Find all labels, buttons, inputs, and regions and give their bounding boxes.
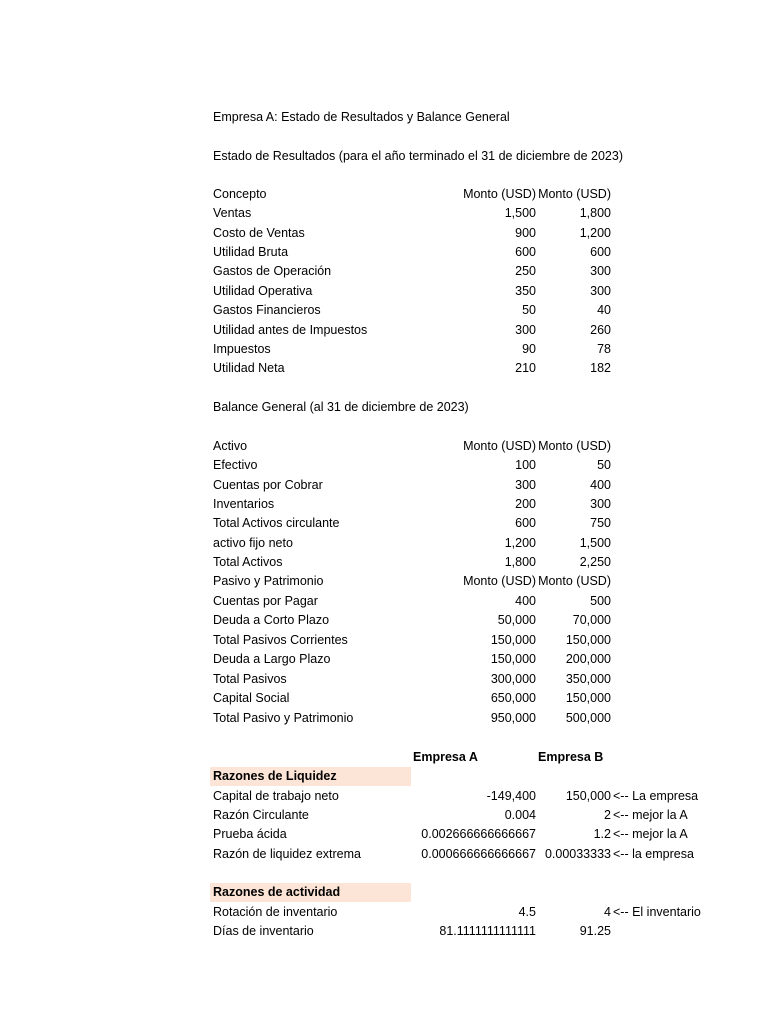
table-row xyxy=(0,534,768,553)
row-value-a: 600 xyxy=(515,245,536,259)
row-label: Utilidad antes de Impuestos xyxy=(213,323,368,337)
row-label: Gastos de Operación xyxy=(213,264,332,278)
row-value-a: 50 xyxy=(522,303,536,317)
income-header-concept: Concepto xyxy=(213,187,267,201)
row-note: <-- mejor la A xyxy=(613,827,688,841)
row-value-b: 78 xyxy=(597,342,611,356)
liabilities-header-amount-a: Monto (USD) xyxy=(463,574,536,588)
row-label: Ventas xyxy=(213,206,252,220)
row-label: Prueba ácida xyxy=(213,827,287,841)
row-value-a: 150,000 xyxy=(490,652,536,666)
row-value-a: 300,000 xyxy=(490,672,536,686)
table-row xyxy=(0,340,768,359)
row-value-a: 400 xyxy=(515,594,536,608)
row-value-b: 150,000 xyxy=(565,789,611,803)
row-value-b: 40 xyxy=(597,303,611,317)
table-row xyxy=(0,262,768,281)
income-heading-row xyxy=(0,147,768,166)
row-value-b: 50 xyxy=(597,458,611,472)
income-header-amount-b: Monto (USD) xyxy=(538,187,611,201)
table-row xyxy=(0,204,768,223)
table-row xyxy=(0,825,768,844)
row-value-a: 300 xyxy=(515,478,536,492)
row-label: Utilidad Bruta xyxy=(213,245,289,259)
row-label: Capital de trabajo neto xyxy=(213,789,339,803)
liquidity-section-label xyxy=(210,767,411,786)
liabilities-header-row xyxy=(0,572,768,591)
row-value-a: 90 xyxy=(522,342,536,356)
row-label: Rotación de inventario xyxy=(213,905,338,919)
row-label: Deuda a Largo Plazo xyxy=(213,652,331,666)
liabilities-header-amount-b: Monto (USD) xyxy=(538,574,611,588)
row-value-b: 70,000 xyxy=(572,613,611,627)
row-label: Cuentas por Cobrar xyxy=(213,478,323,492)
balance-heading: Balance General (al 31 de diciembre de 2023) xyxy=(213,400,469,414)
table-row xyxy=(0,476,768,495)
row-label: Total Pasivos xyxy=(213,672,287,686)
table-row xyxy=(0,321,768,340)
table-row xyxy=(0,845,768,864)
row-label: Razón Circulante xyxy=(213,808,309,822)
row-value-a: 81.1111111111111 xyxy=(439,924,536,938)
row-label: Días de inventario xyxy=(213,924,314,938)
row-note: <-- mejor la A xyxy=(613,808,688,822)
row-value-b: 1.2 xyxy=(593,827,611,841)
row-value-b: 1,200 xyxy=(579,226,611,240)
row-value-a: 350 xyxy=(515,284,536,298)
document-title: Empresa A: Estado de Resultados y Balance General xyxy=(213,110,510,124)
table-row xyxy=(0,592,768,611)
row-note: <-- La empresa xyxy=(613,789,699,803)
row-value-b: 200,000 xyxy=(565,652,611,666)
row-value-b: 0.00033333 xyxy=(544,847,611,861)
row-value-b: 2,250 xyxy=(579,555,611,569)
row-value-a: 300 xyxy=(515,323,536,337)
row-label: Cuentas por Pagar xyxy=(213,594,318,608)
row-value-b: 150,000 xyxy=(565,633,611,647)
row-value-b: 300 xyxy=(590,284,611,298)
row-value-b: 400 xyxy=(590,478,611,492)
table-row xyxy=(0,243,768,262)
table-row xyxy=(0,495,768,514)
table-row xyxy=(0,514,768,533)
row-value-a: 900 xyxy=(515,226,536,240)
row-value-a: 4.5 xyxy=(518,905,536,919)
document-title-row xyxy=(0,108,768,127)
balance-header-row xyxy=(0,437,768,456)
row-value-a: 1,200 xyxy=(504,536,536,550)
row-value-b: 150,000 xyxy=(565,691,611,705)
row-note: <-- El inventario xyxy=(613,905,701,919)
row-value-b: 182 xyxy=(590,361,611,375)
table-row xyxy=(0,650,768,669)
row-value-a: 250 xyxy=(515,264,536,278)
liabilities-header-label: Pasivo y Patrimonio xyxy=(213,574,324,588)
row-value-b: 260 xyxy=(590,323,611,337)
row-value-b: 350,000 xyxy=(565,672,611,686)
row-label: Efectivo xyxy=(213,458,258,472)
row-label: Total Activos circulante xyxy=(213,516,340,530)
activity-section-text: Razones de actividad xyxy=(213,885,341,899)
row-label: Gastos Financieros xyxy=(213,303,321,317)
row-label: Total Pasivos Corrientes xyxy=(213,633,348,647)
row-value-a: 1,500 xyxy=(504,206,536,220)
row-value-b: 300 xyxy=(590,264,611,278)
row-value-b: 500 xyxy=(590,594,611,608)
row-note: <-- la empresa xyxy=(613,847,694,861)
table-row xyxy=(0,224,768,243)
row-value-b: 4 xyxy=(604,905,611,919)
row-value-b: 500,000 xyxy=(565,711,611,725)
row-label: Deuda a Corto Plazo xyxy=(213,613,330,627)
income-heading: Estado de Resultados (para el año terminado el 31 de diciembre de 2023) xyxy=(213,149,623,163)
row-value-a: 950,000 xyxy=(490,711,536,725)
ratios-header-empresa-b: Empresa B xyxy=(538,750,604,764)
row-value-a: 210 xyxy=(515,361,536,375)
row-label: Utilidad Operativa xyxy=(213,284,313,298)
row-value-a: 600 xyxy=(515,516,536,530)
table-row xyxy=(0,631,768,650)
liquidity-section-row xyxy=(0,767,768,786)
row-label: Capital Social xyxy=(213,691,290,705)
ratios-header-row xyxy=(0,748,768,767)
table-row xyxy=(0,359,768,378)
row-value-b: 600 xyxy=(590,245,611,259)
row-value-b: 91.25 xyxy=(579,924,611,938)
row-label: Razón de liquidez extrema xyxy=(213,847,361,861)
balance-header-amount-a: Monto (USD) xyxy=(463,439,536,453)
activity-section-row xyxy=(0,883,768,902)
income-header-row xyxy=(0,185,768,204)
row-label: Costo de Ventas xyxy=(213,226,305,240)
table-row xyxy=(0,709,768,728)
balance-header-amount-b: Monto (USD) xyxy=(538,439,611,453)
row-value-b: 300 xyxy=(590,497,611,511)
table-row xyxy=(0,301,768,320)
row-label: activo fijo neto xyxy=(213,536,293,550)
table-row xyxy=(0,922,768,941)
row-label: Utilidad Neta xyxy=(213,361,285,375)
row-value-a: -149,400 xyxy=(486,789,536,803)
row-value-b: 750 xyxy=(590,516,611,530)
table-row xyxy=(0,456,768,475)
table-row xyxy=(0,787,768,806)
row-label: Impuestos xyxy=(213,342,271,356)
table-row xyxy=(0,903,768,922)
balance-heading-row xyxy=(0,398,768,417)
row-label: Inventarios xyxy=(213,497,275,511)
row-value-b: 1,800 xyxy=(579,206,611,220)
row-value-a: 650,000 xyxy=(490,691,536,705)
table-row xyxy=(0,282,768,301)
table-row xyxy=(0,553,768,572)
table-row xyxy=(0,806,768,825)
activity-section-label xyxy=(210,883,411,902)
row-value-a: 0.002666666666667 xyxy=(421,827,536,841)
row-value-a: 1,800 xyxy=(504,555,536,569)
row-value-a: 200 xyxy=(515,497,536,511)
balance-header-asset: Activo xyxy=(213,439,248,453)
row-value-b: 2 xyxy=(604,808,611,822)
row-value-a: 0.004 xyxy=(504,808,536,822)
row-value-b: 1,500 xyxy=(579,536,611,550)
row-label: Total Pasivo y Patrimonio xyxy=(213,711,354,725)
row-value-a: 100 xyxy=(515,458,536,472)
table-row xyxy=(0,689,768,708)
row-value-a: 150,000 xyxy=(490,633,536,647)
row-value-a: 0.000666666666667 xyxy=(421,847,536,861)
table-row xyxy=(0,670,768,689)
ratios-header-empresa-a: Empresa A xyxy=(413,750,478,764)
liquidity-section-text: Razones de Liquidez xyxy=(213,769,337,783)
income-header-amount-a: Monto (USD) xyxy=(463,187,536,201)
table-row xyxy=(0,611,768,630)
row-label: Total Activos xyxy=(213,555,283,569)
row-value-a: 50,000 xyxy=(497,613,536,627)
